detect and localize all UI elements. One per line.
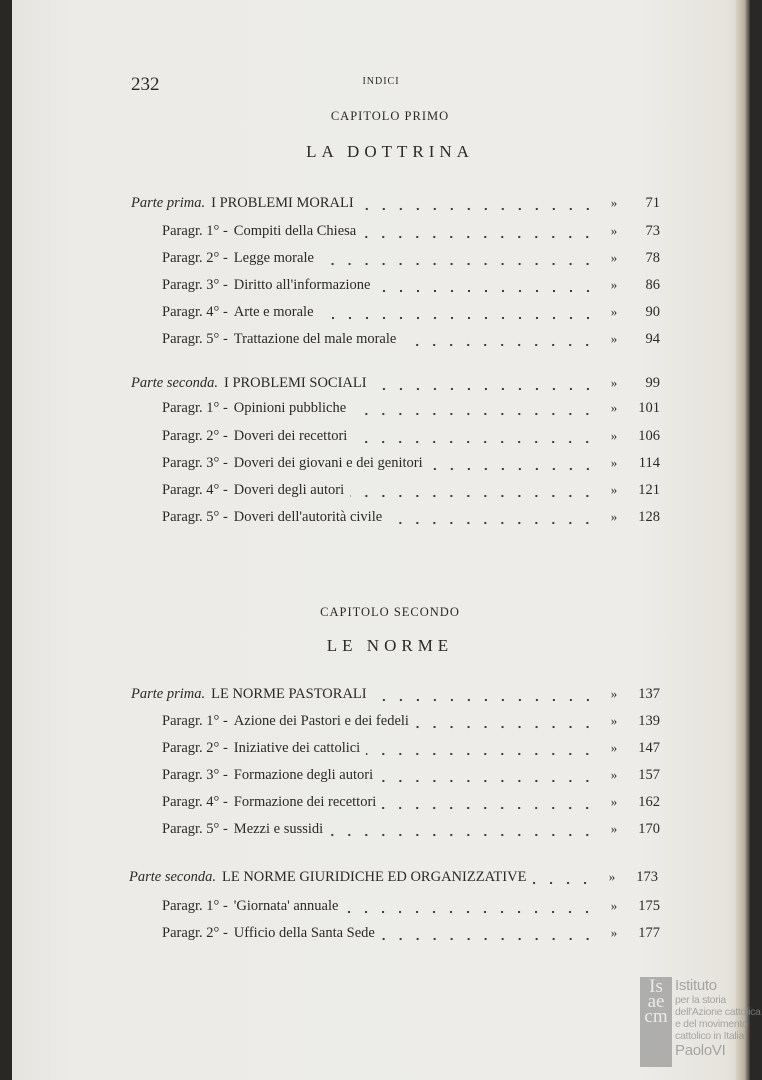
- paragraph-number: Paragr. 5° -: [162, 509, 228, 525]
- dot-leader: [320, 316, 596, 320]
- paragraph-title: Doveri dei giovani e dei genitori: [233, 455, 423, 471]
- page-ref: 170: [638, 821, 660, 837]
- paragraph-title: Formazione dei recettori: [233, 794, 377, 810]
- paragraph-title: Legge morale: [233, 250, 314, 266]
- part-title: LE NORME GIURIDICHE ED ORGANIZZATIVE: [221, 869, 527, 885]
- part-title: LE NORME PASTORALI: [211, 686, 367, 702]
- paragraph-title: Trattazione del male morale: [233, 331, 397, 347]
- page-ref: 147: [638, 740, 660, 756]
- toc-paragraph-entry: [162, 250, 660, 270]
- ditto-mark: »: [610, 195, 618, 210]
- page-number: 232: [131, 74, 160, 95]
- page-ref: 101: [638, 400, 660, 416]
- dot-leader: [350, 494, 596, 498]
- dot-leader: [362, 235, 596, 239]
- page-ref: 139: [638, 713, 660, 729]
- page-ref: 94: [645, 331, 660, 347]
- paragraph-number: Paragr. 3° -: [162, 767, 228, 783]
- ditto-mark: »: [610, 455, 618, 470]
- paragraph-number: Paragr. 2° -: [162, 925, 228, 941]
- paragraph-number: Paragr. 2° -: [162, 250, 228, 266]
- toc-paragraph-entry: [162, 482, 660, 502]
- ditto-mark: »: [610, 740, 618, 755]
- dot-leader: [373, 698, 596, 702]
- page-ref: 106: [638, 428, 660, 444]
- dot-leader: [320, 262, 596, 266]
- paragraph-number: Paragr. 4° -: [162, 304, 228, 320]
- dot-leader: [329, 833, 596, 837]
- toc-paragraph-entry: [162, 740, 660, 760]
- dot-leader: [379, 779, 596, 783]
- paragraph-number: Paragr. 4° -: [162, 482, 228, 498]
- chapter-heading: CAPITOLO SECONDO: [320, 605, 460, 619]
- chapter-heading: CAPITOLO PRIMO: [330, 109, 450, 123]
- ditto-mark: »: [610, 794, 618, 809]
- chapter-title: LE NORME: [326, 636, 454, 655]
- page-ref: 137: [638, 686, 660, 702]
- paragraph-title: Iniziative dei cattolici: [233, 740, 361, 756]
- paragraph-title: Ufficio della Santa Sede: [233, 925, 375, 941]
- dot-leader: [353, 440, 596, 444]
- isacem-watermark-logo: [640, 977, 761, 1067]
- toc-paragraph-entry: [162, 277, 660, 297]
- toc-paragraph-entry: [162, 428, 660, 448]
- page-ref: 114: [638, 455, 660, 471]
- toc-paragraph-entry: [162, 223, 660, 243]
- paragraph-title: Azione dei Pastori e dei fedeli: [233, 713, 409, 729]
- paragraph-number: Paragr. 1° -: [162, 713, 228, 729]
- dot-leader: [344, 910, 596, 914]
- paragraph-title: Doveri dell'autorità civile: [233, 509, 383, 525]
- ditto-mark: »: [610, 223, 618, 238]
- toc-paragraph-entry: [162, 925, 660, 945]
- toc-paragraph-entry: [162, 898, 660, 918]
- toc-paragraph-entry: [162, 509, 660, 529]
- part-title: I PROBLEMI MORALI: [211, 195, 354, 211]
- paragraph-number: Paragr. 1° -: [162, 400, 228, 416]
- paragraph-title: Opinioni pubbliche: [233, 400, 347, 416]
- page-ref: 90: [645, 304, 660, 320]
- dot-leader: [429, 467, 596, 471]
- part-label: Parte prima.: [131, 686, 206, 702]
- part-label: Parte seconda.: [131, 375, 218, 391]
- dot-leader: [402, 343, 596, 347]
- page-ref: 71: [645, 195, 660, 211]
- toc-paragraph-entry: [162, 455, 660, 475]
- page-ref: 99: [645, 375, 660, 391]
- watermark-text: Istituto per la storia dell'Azione cattolica e del movimento cattolico in Italia PaoloVI: [675, 977, 761, 1059]
- ditto-mark: »: [610, 509, 618, 524]
- paragraph-number: Paragr. 3° -: [162, 277, 228, 293]
- ditto-mark: »: [610, 925, 618, 940]
- page-ref: 86: [645, 277, 660, 293]
- paragraph-number: Paragr. 5° -: [162, 331, 228, 347]
- toc-paragraph-entry: [162, 331, 660, 351]
- toc-paragraph-entry: [162, 821, 660, 841]
- monogram: Is ae cm: [640, 977, 672, 1067]
- ditto-mark: »: [608, 869, 616, 884]
- dot-leader: [415, 725, 596, 729]
- ditto-mark: »: [610, 898, 618, 913]
- toc-paragraph-entry: [162, 794, 660, 814]
- paragraph-title: Compiti della Chiesa: [233, 223, 357, 239]
- paragraph-number: Paragr. 1° -: [162, 898, 228, 914]
- ditto-mark: »: [610, 821, 618, 836]
- part-label: Parte prima.: [131, 195, 206, 211]
- paragraph-title: 'Giornata' annuale: [233, 898, 339, 914]
- dot-leader: [381, 937, 596, 941]
- page-ref: 162: [638, 794, 660, 810]
- page-ref: 177: [638, 925, 660, 941]
- toc-paragraph-entry: [162, 713, 660, 733]
- dot-leader: [532, 881, 594, 885]
- book-page: [12, 0, 750, 1080]
- toc-part-entry: [131, 686, 660, 706]
- paragraph-number: Paragr. 5° -: [162, 821, 228, 837]
- ditto-mark: »: [610, 400, 618, 415]
- paragraph-title: Formazione degli autori: [233, 767, 374, 783]
- page-ref: 175: [638, 898, 660, 914]
- toc-part-entry: [131, 195, 660, 215]
- ditto-mark: »: [610, 277, 618, 292]
- paragraph-number: Paragr. 2° -: [162, 428, 228, 444]
- ditto-mark: »: [610, 428, 618, 443]
- ditto-mark: »: [610, 686, 618, 701]
- part-title: I PROBLEMI SOCIALI: [223, 375, 367, 391]
- page-ref: 121: [638, 482, 660, 498]
- toc-part-entry: [131, 375, 660, 395]
- page-ref: 128: [638, 509, 660, 525]
- paragraph-title: Mezzi e sussidi: [233, 821, 324, 837]
- dot-leader: [366, 752, 596, 756]
- ditto-mark: »: [610, 713, 618, 728]
- dot-leader: [360, 207, 596, 211]
- dot-leader: [377, 289, 597, 293]
- chapter-title: LA DOTTRINA: [306, 142, 474, 161]
- part-label: Parte seconda.: [129, 869, 216, 885]
- page-ref: 73: [645, 223, 660, 239]
- page-ref: 78: [645, 250, 660, 266]
- ditto-mark: »: [610, 375, 618, 390]
- page-ref: 157: [638, 767, 660, 783]
- dot-leader: [382, 806, 596, 810]
- ditto-mark: »: [610, 250, 618, 265]
- paragraph-number: Paragr. 3° -: [162, 455, 228, 471]
- ditto-mark: »: [610, 482, 618, 497]
- dot-leader: [388, 521, 596, 525]
- running-head: INDICI: [362, 76, 400, 87]
- page-curl: [736, 0, 750, 1080]
- paragraph-number: Paragr. 4° -: [162, 794, 228, 810]
- paragraph-title: Diritto all'informazione: [233, 277, 371, 293]
- toc-paragraph-entry: [162, 304, 660, 324]
- dot-leader: [373, 387, 596, 391]
- ditto-mark: »: [610, 331, 618, 346]
- dot-leader: [352, 412, 596, 416]
- paragraph-title: Arte e morale: [233, 304, 314, 320]
- paragraph-number: Paragr. 1° -: [162, 223, 228, 239]
- ditto-mark: »: [610, 767, 618, 782]
- paragraph-title: Doveri dei recettori: [233, 428, 348, 444]
- toc-paragraph-entry: [162, 767, 660, 787]
- toc-part-entry: [129, 869, 658, 889]
- paragraph-number: Paragr. 2° -: [162, 740, 228, 756]
- toc-paragraph-entry: [162, 400, 660, 420]
- page-ref: 173: [636, 869, 658, 885]
- paragraph-title: Doveri degli autori: [233, 482, 345, 498]
- ditto-mark: »: [610, 304, 618, 319]
